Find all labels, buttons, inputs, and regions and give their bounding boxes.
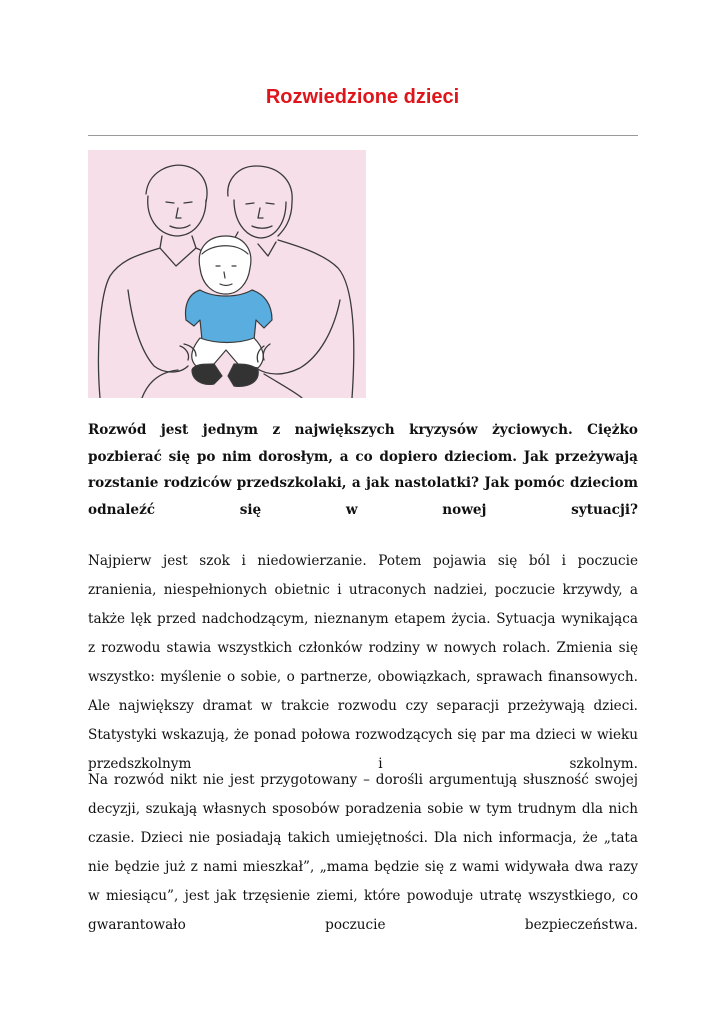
mother-body <box>258 242 276 256</box>
body-paragraph-1: Najpierw jest szok i niedowierzanie. Potem pojawia się ból i poczucie zranienia, niespełnionych obietnic i utraconych nadziei, poczucie krzywdy, a także lęk przed nadchodzącym, nieznanym etapem życia. Sytuacja wynikająca z rozwodu stawia wszystkich członków rodziny w nowych rolach. Zmienia się wszystko: myślenie o sobie, o partnerze, obowiązkach, sprawach finansowych. Ale największy dramat w trakcie rozwodu czy separacji przeżywają dzieci. Statystyki wskazują, że ponad połowa rozwodzących się par ma dzieci w wieku przedszkolnym i szkolnym. <box>88 553 638 772</box>
lead-text: Rozwód jest jednym z największych kryzysów życiowych. Ciężko pozbierać się po nim dorosłym, a co dopiero dzieciom. Jak przeżywają rozstanie rodziców przedszkolaki, a jak nastolatki? Jak pomóc dzieciom odnaleźć się w nowej sytuacji? <box>88 422 638 518</box>
family-illustration <box>88 150 366 398</box>
body-paragraph-2: Na rozwód nikt nie jest przygotowany – dorośli argumentują słuszność swojej decyzji, szukają własnych sposobów poradzenia sobie w tym trudnym dla nich czasie. Dzieci nie posiadają takich umiejętności. Dla nich informacja, że „tata nie będzie już z nami mieszkał”, „mama będzie się z wami widywała dwa razy w miesiącu”, jest jak trzęsienie ziemi, które powoduje utratę wszystkiego, co gwarantowało poczucie bezpieczeństwa. <box>88 772 638 933</box>
child-legs <box>192 338 264 368</box>
lead-paragraph <box>88 417 638 523</box>
father-hair <box>146 165 207 202</box>
document-title: Rozwiedzione dzieci <box>265 86 460 108</box>
child-shoes <box>192 364 258 386</box>
father-body <box>98 236 162 398</box>
mother-head <box>234 200 286 238</box>
mother-hair <box>228 166 292 236</box>
child-shirt <box>186 290 272 345</box>
title-divider <box>88 135 638 136</box>
